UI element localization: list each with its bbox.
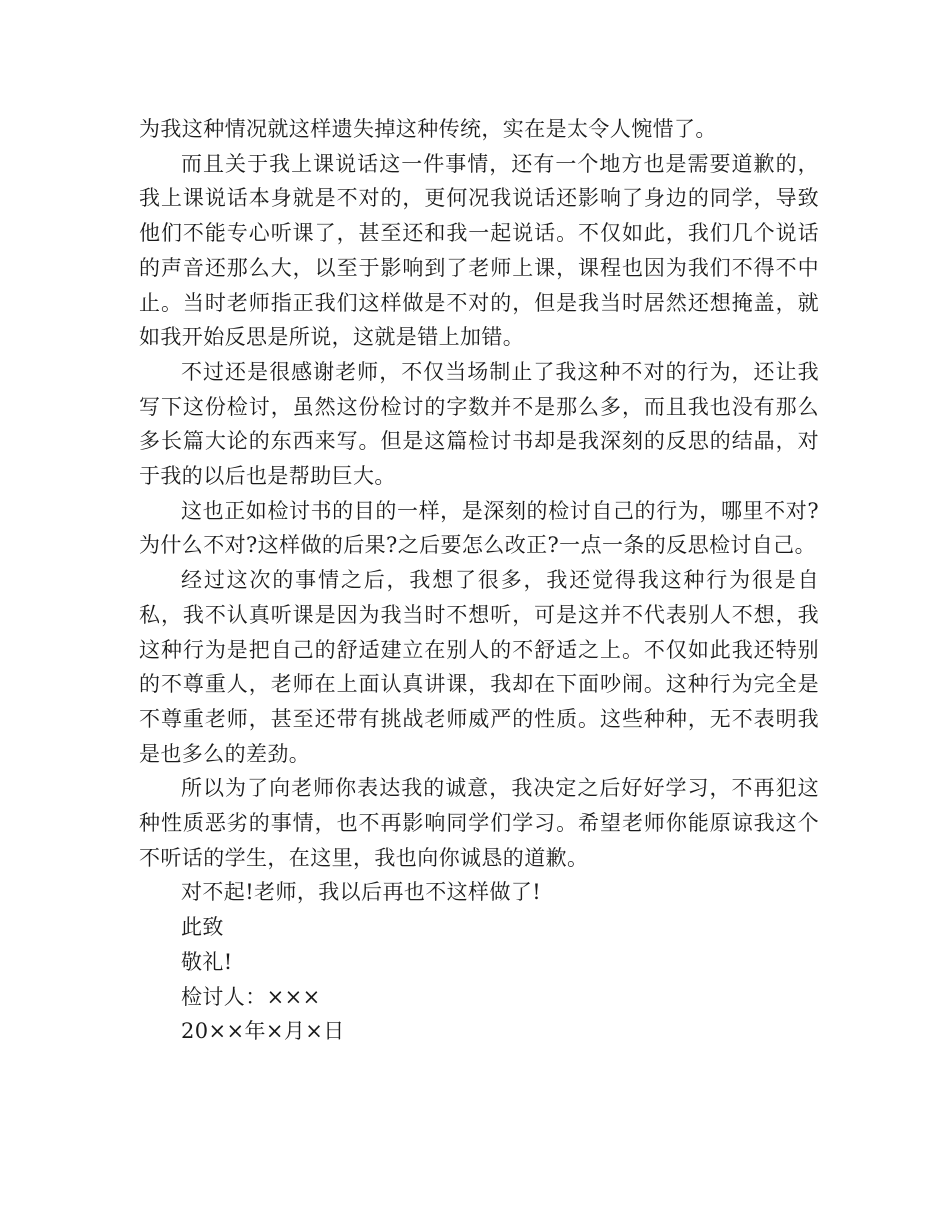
salutation-line-1: 此致 — [181, 915, 224, 940]
paragraph-2: 而且关于我上课说话这一件事情，还有一个地方也是需要道歉的，我上课说话本身就是不对的，更何况我说话还影响了身边的同学，导致他们不能专心听课了，甚至还和我一起说话。不仅如此，我们几个说话的声音还那么大，以至于影响到了老师上课，课程也因为我们不得不中止。当时老师指正我们这样做是不对的，但是我当时居然还想掩盖，就如我开始反思是所说，这就是错上加错。 — [139, 151, 819, 350]
apology-line: 对不起!老师，我以后再也不这样做了! — [181, 880, 542, 905]
paragraph-4: 这也正如检讨书的目的一样，是深刻的检讨自己的行为，哪里不对?为什么不对?这样做的后果?之后要怎么改正?一点一条的反思检讨自己。 — [139, 498, 819, 558]
salutation-line-2: 敬礼! — [181, 949, 233, 974]
paragraph-5: 经过这次的事情之后，我想了很多，我还觉得我这种行为很是自私，我不认真听课是因为我当时不想听，可是这并不代表别人不想，我这种行为是把自己的舒适建立在别人的不舒适之上。不仅如此我还特别的不尊重人，老师在上面认真讲课，我却在下面吵闹。这种行为完全是不尊重老师，甚至还带有挑战老师威严的性质。这些种种，无不表明我是也多么的差劲。 — [139, 568, 819, 766]
date-line: 20××年×月×日 — [181, 1019, 345, 1044]
signer-line: 检讨人：××× — [181, 984, 321, 1009]
paragraph-6: 所以为了向老师你表达我的诚意，我决定之后好好学习，不再犯这种性质恶劣的事情，也不再影响同学们学习。希望老师你能原谅我这个不听话的学生，在这里，我也向你诚恳的道歉。 — [139, 776, 819, 870]
paragraph-3: 不过还是很感谢老师，不仅当场制止了我这种不对的行为，还让我写下这份检讨，虽然这份检讨的字数并不是那么多，而且我也没有那么多长篇大论的东西来写。但是这篇检讨书却是我深刻的反思的结晶，对于我的以后也是帮助巨大。 — [139, 359, 819, 489]
document-body — [139, 112, 819, 1049]
paragraph-1: 为我这种情况就这样遗失掉这种传统，实在是太令人惋惜了。 — [139, 117, 717, 141]
